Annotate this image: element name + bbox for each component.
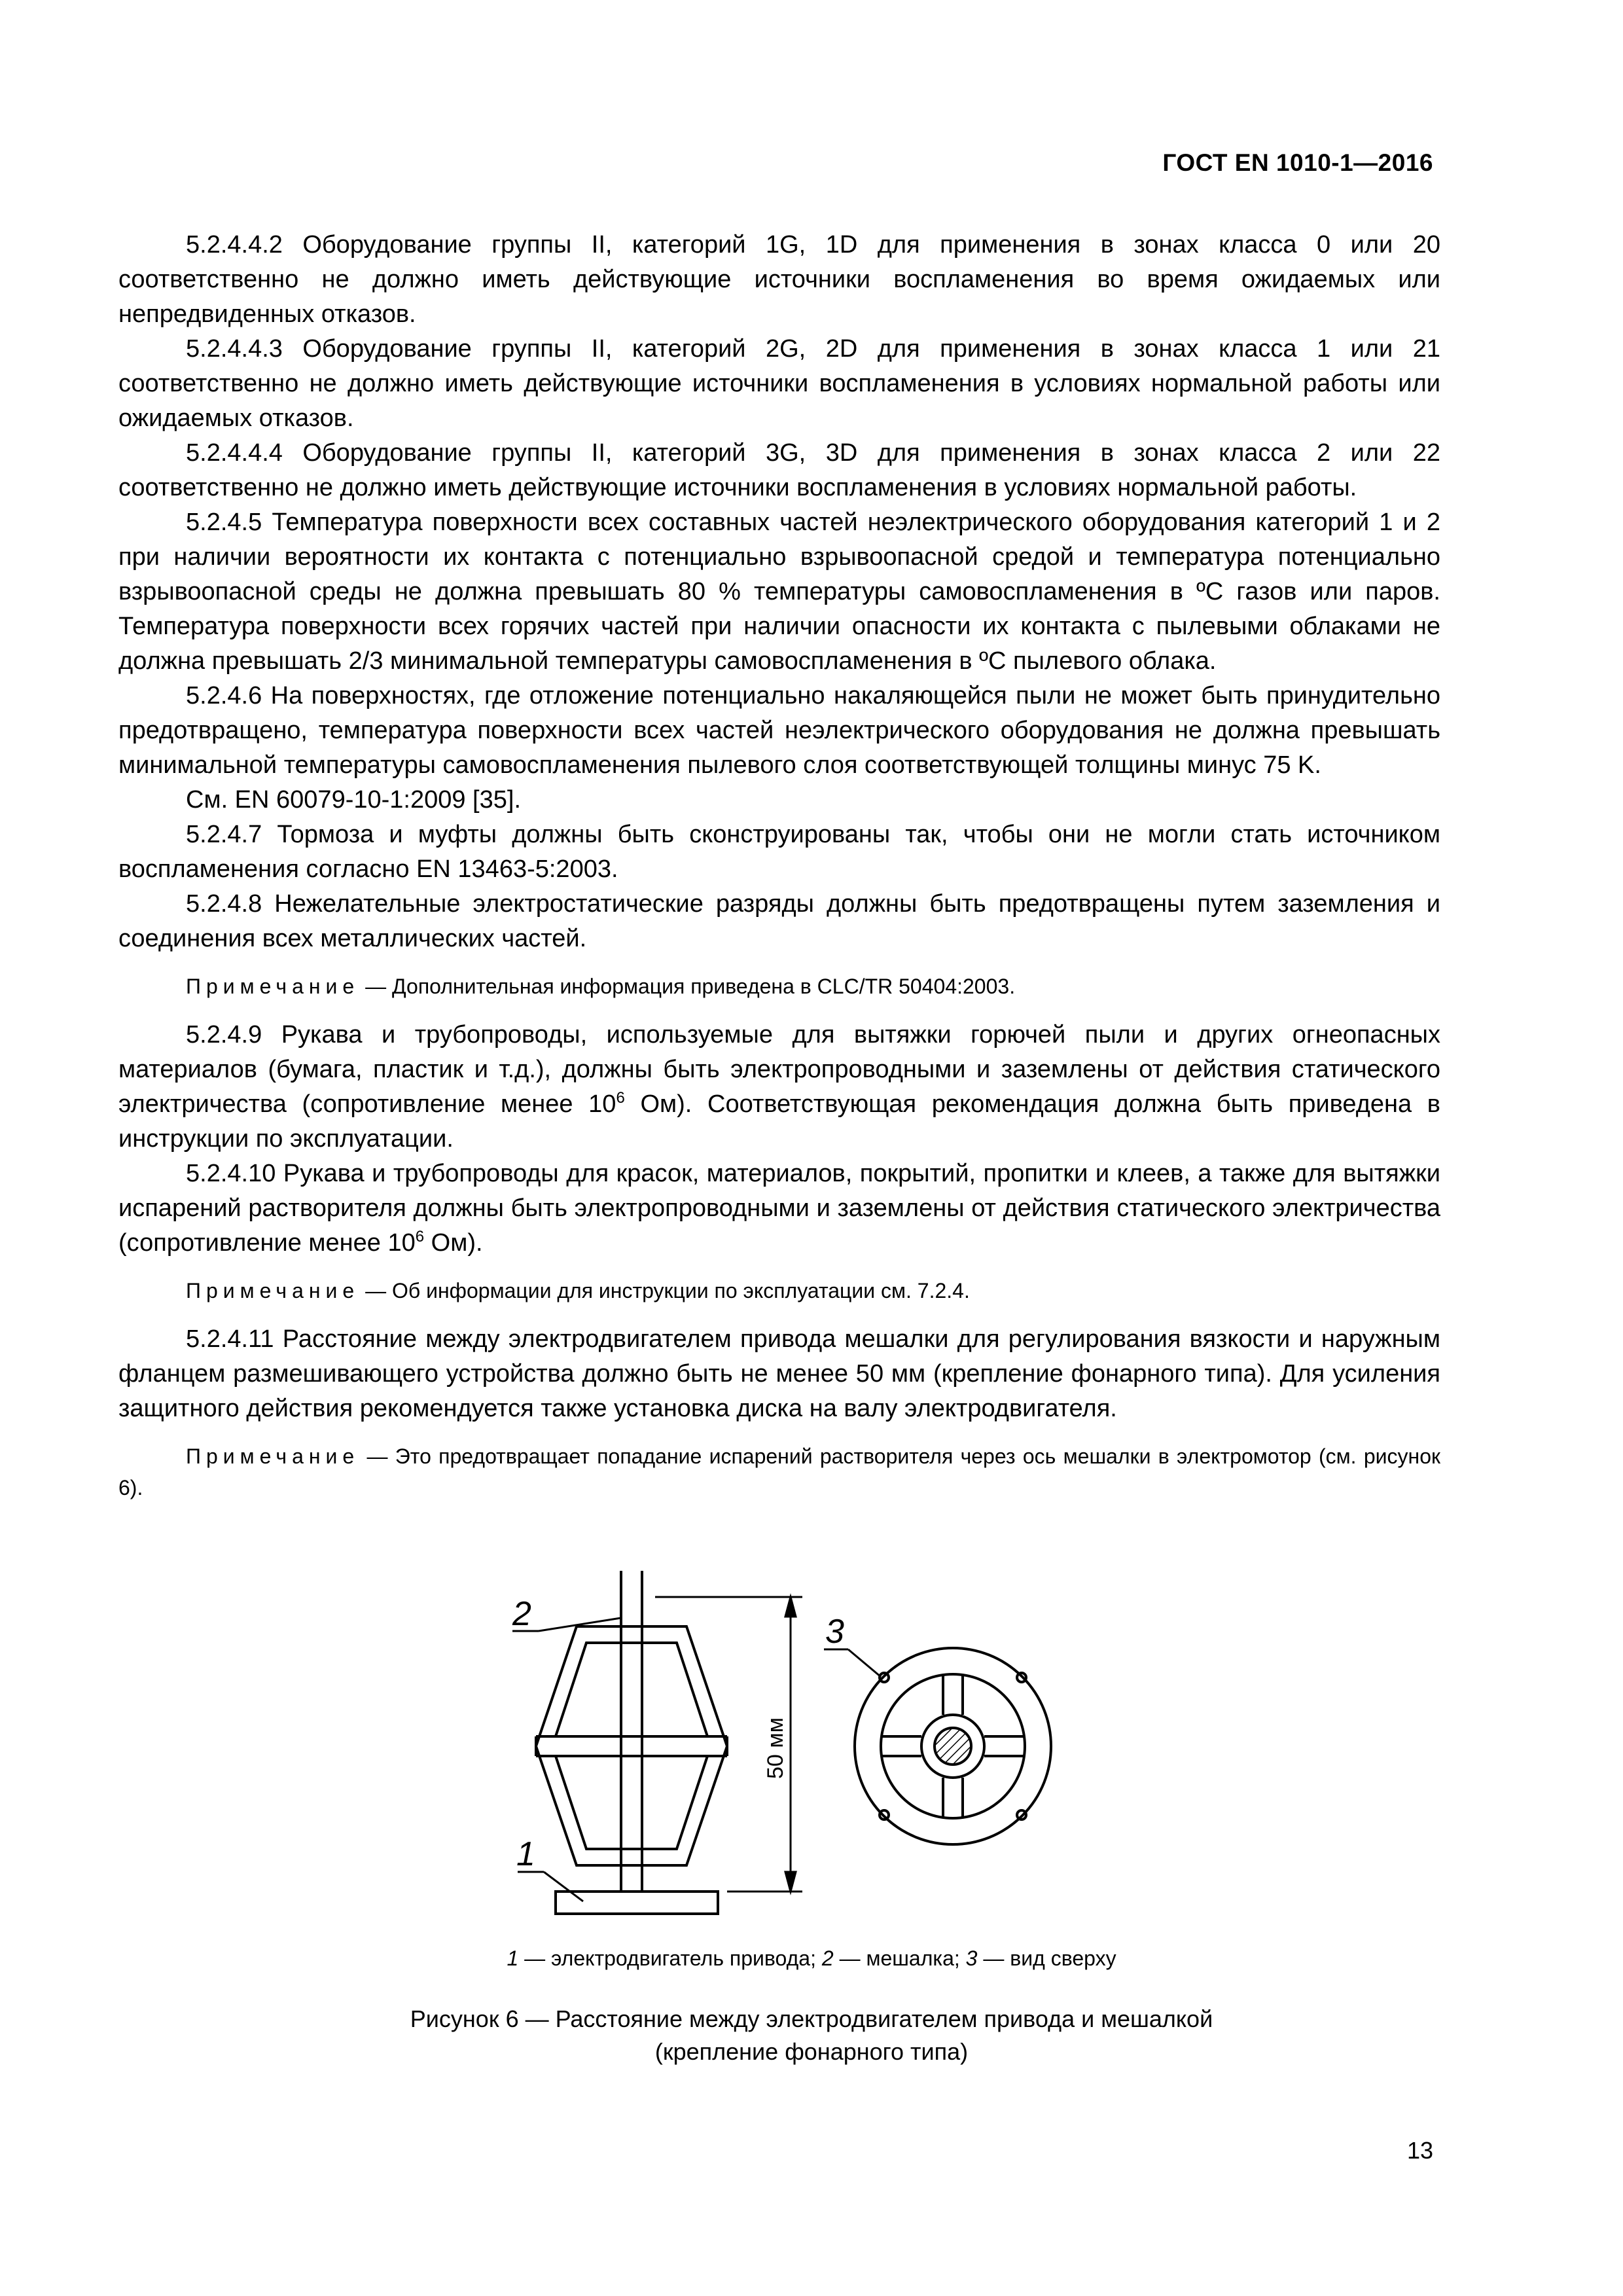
paragraph-reference: См. EN 60079-10-1:2009 [35]. — [186, 786, 521, 814]
paragraph-5-2-4-10 — [118, 1157, 1440, 1261]
legend-number: 2 — [821, 1946, 834, 1970]
note-1 — [118, 971, 1440, 1002]
legend-text: — вид сверху — [977, 1946, 1116, 1970]
note-2 — [118, 1275, 1440, 1306]
paragraph-5-2-4-4-3: 5.2.4.4.3 Оборудование группы II, категорий 2G, 2D для применения в зонах класса 1 или 21 соответственно не должно иметь действующие источники воспламенения в условиях нормальной работы или ожидаемых отказов. — [118, 335, 1440, 432]
main-text — [118, 228, 1440, 1519]
lantern-frame — [536, 1626, 727, 1865]
note-text: — Дополнительная информация приведена в CLC/TR 50404:2003. — [359, 975, 1016, 998]
callout-2: 2 — [512, 1595, 531, 1633]
callout-3: 3 — [825, 1613, 844, 1651]
figure-caption — [0, 2003, 1623, 2068]
paragraph-5-2-4-6: 5.2.4.6 На поверхностях, где отложение потенциально накаляющейся пыли не может быть принудительно предотвращено, температура поверхности всех частей неэлектрического оборудования не должна превышать минимальной температуры самовоспламенения пылевого слоя соответствующей толщины минус 75 K. — [118, 682, 1440, 779]
paragraph-5-2-4-7: 5.2.4.7 Тормоза и муфты должны быть сконструированы так, чтобы они не могли стать источником воспламенения согласно EN 13463-5:2003. — [118, 821, 1440, 883]
note-label: Примечание — [186, 1279, 360, 1302]
dimension-label: 50 мм — [763, 1717, 788, 1779]
page-number: 13 — [1406, 2137, 1433, 2164]
caption-line-2: (крепление фонарного типа) — [654, 2038, 969, 2065]
exponent: 6 — [415, 1228, 425, 1246]
note-text: — Об информации для инструкции по эксплуатации см. 7.2.4. — [359, 1279, 970, 1302]
paragraph-text: Ом). Соответствующая рекомендация должна быть приведена в инструкции по эксплуатации. — [118, 1090, 1440, 1153]
note-label: Примечание — [186, 1444, 360, 1468]
callout-1: 1 — [516, 1835, 535, 1873]
note-label: Примечание — [186, 975, 360, 998]
callout-3-leader — [848, 1649, 881, 1677]
paragraph-5-2-4-11: 5.2.4.11 Расстояние между электродвигателем привода мешалки для регулирования вязкости и наружным фланцем размешивающего устройства должно быть не менее 50 мм (крепление фонарного типа). Для усиления защитного действия рекомендуется также установка диска на валу электродвигателя. — [118, 1325, 1440, 1422]
paragraph-text: 5.2.4.10 Рукава и трубопроводы для красок, материалов, покрытий, пропитки и клеев, а также для вытяжки испарений растворителя должны быть электропроводными и заземлены от действия статического электричества (сопротивление менее 10 — [118, 1160, 1440, 1257]
document-code: ГОСТ EN 1010-1—2016 — [1162, 149, 1433, 176]
legend-number: 3 — [965, 1946, 978, 1970]
legend-number: 1 — [507, 1946, 519, 1970]
paragraph-text: 5.2.4.9 Рукава и трубопроводы, используемые для вытяжки горючей пыли и других огнеопасных материалов (бумага, пластик и т.д.), должны быть электропроводными и заземлены от действия статического электричества (сопротивление менее 10 — [118, 1021, 1440, 1118]
paragraph-5-2-4-4-2: 5.2.4.4.2 Оборудование группы II, категорий 1G, 1D для применения в зонах класса 0 или 20 соответственно не должно иметь действующие источники воспламенения во время ожидаемых или непредвиденных отказов. — [118, 231, 1440, 328]
shaft — [621, 1571, 642, 1892]
figure-legend — [0, 1944, 1623, 1973]
exponent: 6 — [616, 1089, 625, 1107]
figure-6 — [118, 1571, 1440, 1977]
note-text: — Это предотвращает попадание испарений растворителя через ось мешалки в электромотор (см. рисунок 6). — [118, 1444, 1440, 1499]
paragraph-5-2-4-9 — [118, 1018, 1440, 1157]
figure-drawing — [118, 1571, 1440, 1937]
paragraph-5-2-4-5: 5.2.4.5 Температура поверхности всех составных частей неэлектрического оборудования категорий 1 и 2 при наличии вероятности их контакта с потенциально взрывоопасной средой и температура потенциально взрывоопасной среды не должна превышать 80 % температуры самовоспламенения в ºС газов или паров. Температура поверхности всех горячих частей при наличии опасности их контакта с пылевыми облаками не должна превышать 2/3 минимальной температуры самовоспламенения в ºС пылевого облака. — [118, 509, 1440, 675]
paragraph-5-2-4-4-4: 5.2.4.4.4 Оборудование группы II, категорий 3G, 3D для применения в зонах класса 2 или 22 соответственно не должно иметь действующие источники воспламенения в условиях нормальной работы. — [118, 439, 1440, 501]
paragraph-5-2-4-8: 5.2.4.8 Нежелательные электростатические разряды должны быть предотвращены путем заземления и соединения всех металлических частей. — [118, 890, 1440, 952]
caption-line-1: Рисунок 6 — Расстояние между электродвигателем привода и мешалкой — [410, 2005, 1213, 2032]
callout-2-leader — [539, 1618, 621, 1631]
note-3 — [118, 1441, 1440, 1503]
top-view — [855, 1648, 1051, 1844]
motor-plate — [556, 1892, 718, 1914]
legend-text: — электродвигатель привода; — [518, 1946, 822, 1970]
legend-text: — мешалка; — [833, 1946, 966, 1970]
paragraph-text: Ом). — [424, 1229, 483, 1257]
